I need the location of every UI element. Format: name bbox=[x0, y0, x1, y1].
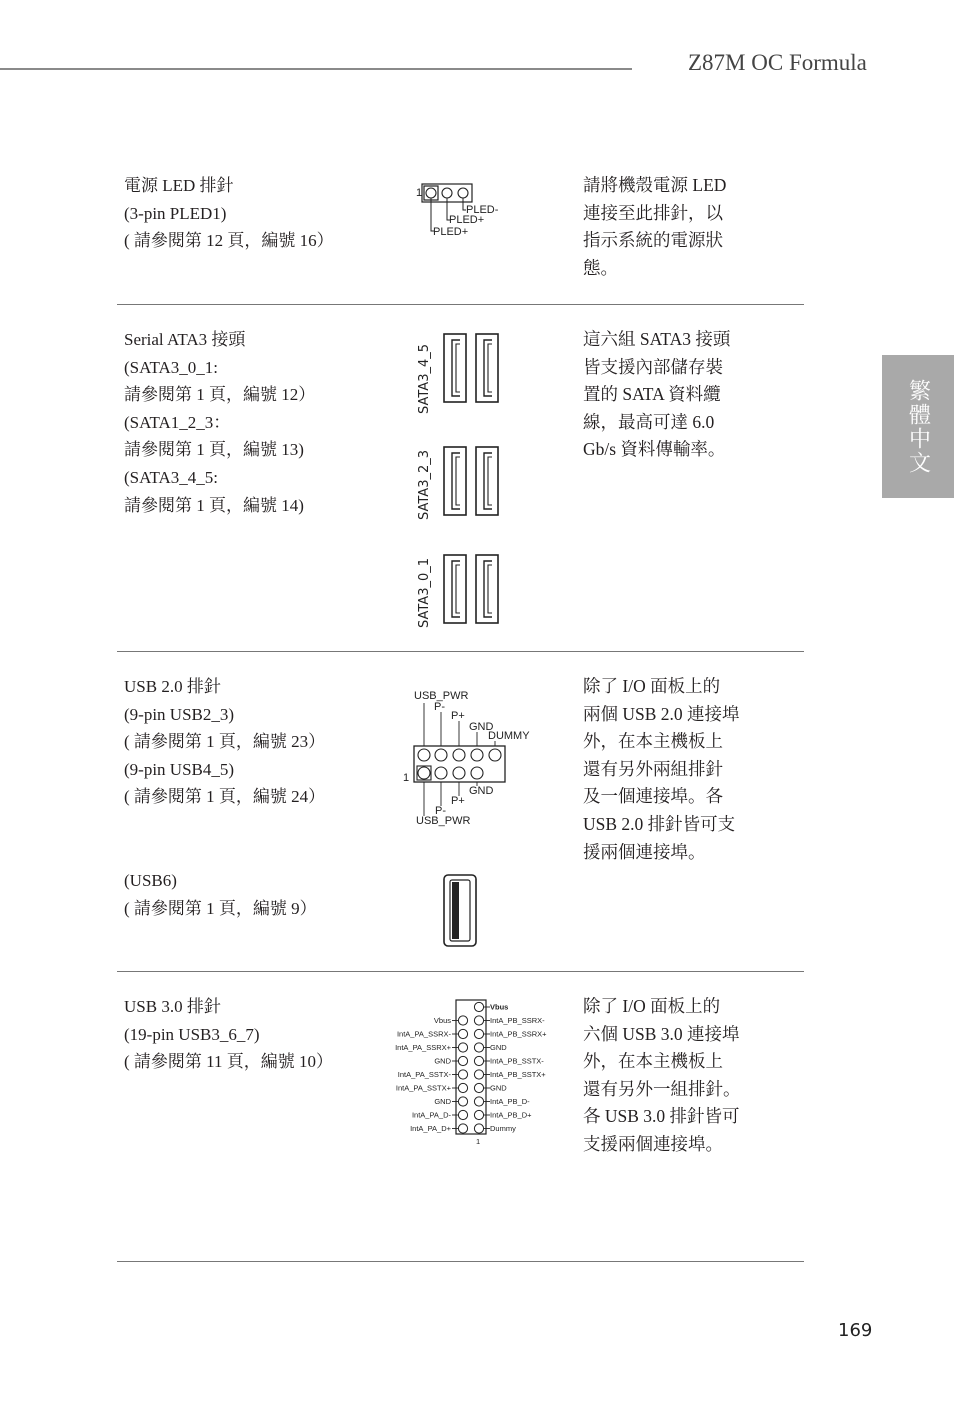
text-line: 各 USB 3.0 排針皆可 bbox=[583, 1106, 740, 1127]
pin-label: Vbus bbox=[490, 1002, 509, 1012]
section-divider bbox=[117, 1261, 804, 1262]
text-line: 線，最高可達 6.0 bbox=[583, 411, 715, 432]
pin bbox=[474, 1124, 483, 1133]
text-line: 還有另外一組排針。 bbox=[583, 1078, 741, 1099]
pin-label: GND bbox=[490, 1083, 507, 1093]
text-line: (3-pin PLED1) bbox=[124, 203, 227, 223]
usb3-header-body bbox=[456, 1000, 486, 1134]
pin-label: GND bbox=[490, 1043, 507, 1053]
pin bbox=[458, 1016, 467, 1025]
pin-label: GND bbox=[434, 1097, 451, 1107]
pin-label: DUMMY bbox=[488, 730, 530, 742]
sata-label: SATA3_0_1 bbox=[417, 557, 432, 628]
pin-label: IntA_PB_D- bbox=[490, 1097, 530, 1107]
text-line: Serial ATA3 接頭 bbox=[124, 330, 246, 349]
pin bbox=[458, 1056, 467, 1065]
text-line: ( 請參閱第 1 頁，編號 24） bbox=[124, 787, 326, 807]
sata-port bbox=[444, 555, 466, 623]
pin-label: P+ bbox=[451, 795, 465, 807]
section-divider bbox=[117, 971, 804, 972]
text-line: (9-pin USB2_3) bbox=[124, 704, 235, 724]
pin-label: IntA_PB_SSRX+ bbox=[490, 1029, 547, 1039]
sata-connectors-diagram bbox=[410, 330, 510, 630]
text-line: (USB6) bbox=[124, 871, 177, 890]
text-line: 除了 I/O 面板上的 bbox=[583, 996, 721, 1016]
sata-port bbox=[444, 334, 466, 402]
sata-port bbox=[476, 447, 498, 515]
pin bbox=[474, 1070, 483, 1079]
text-line: 及一個連接埠。各 bbox=[583, 786, 723, 807]
text-line: 外，在本主機板上 bbox=[583, 731, 723, 752]
text-line: 外，在本主機板上 bbox=[583, 1051, 723, 1072]
pin bbox=[474, 1083, 483, 1092]
sata-port bbox=[476, 555, 498, 623]
text-line: 這六組 SATA3 接頭 bbox=[583, 329, 731, 349]
usb3-description bbox=[124, 993, 333, 1076]
pin-label: PLED+ bbox=[433, 226, 469, 238]
text-line: USB 3.0 排針 bbox=[124, 997, 221, 1016]
pin-label: PLED+ bbox=[449, 214, 485, 226]
text-line: (19-pin USB3_6_7) bbox=[124, 1024, 260, 1044]
pin-label: P- bbox=[435, 805, 446, 817]
pin-label: PLED- bbox=[466, 204, 499, 216]
text-line: 請將機殼電源 LED bbox=[583, 175, 727, 195]
usb2-explanation bbox=[583, 673, 758, 866]
text-line: ( 請參閱第 1 頁，編號 9） bbox=[124, 898, 317, 918]
section-divider bbox=[117, 651, 804, 652]
pin bbox=[458, 1110, 467, 1119]
pin bbox=[474, 1097, 483, 1106]
usb2-header-diagram bbox=[400, 688, 540, 828]
pin-label: USB_PWR bbox=[414, 690, 469, 702]
sata-label: SATA3_2_3 bbox=[417, 449, 432, 520]
pin-label: IntA_PA_D- bbox=[411, 1110, 451, 1120]
pin bbox=[458, 1124, 467, 1133]
text-line: (9-pin USB4_5) bbox=[124, 759, 235, 779]
pin-label: IntA_PA_SSRX+ bbox=[395, 1043, 451, 1053]
text-line: 請參閱第 1 頁，編號 12） bbox=[124, 385, 316, 405]
sata-label: SATA3_4_5 bbox=[417, 343, 432, 414]
text-line: 連接至此排針，以 bbox=[583, 202, 723, 223]
pin-label: P- bbox=[434, 701, 445, 713]
sata-port bbox=[476, 334, 498, 402]
language-tab-label: 繁體中文 bbox=[905, 378, 931, 475]
text-line: ( 請參閱第 1 頁，編號 23） bbox=[124, 732, 326, 752]
text-line: 六個 USB 3.0 連接埠 bbox=[583, 1023, 740, 1044]
page-number: 169 bbox=[838, 1320, 873, 1341]
usb3-explanation bbox=[583, 993, 758, 1159]
pin bbox=[474, 1056, 483, 1065]
pin-one-marker: 1 bbox=[403, 772, 410, 784]
pin-label: IntA_PB_SSTX- bbox=[490, 1056, 544, 1066]
usb3-header-diagram bbox=[380, 996, 570, 1148]
sata-description bbox=[124, 326, 315, 519]
pin-one-marker: 1 bbox=[416, 187, 423, 199]
text-line: USB 2.0 排針皆可支 bbox=[583, 813, 736, 834]
text-line: USB 2.0 排針 bbox=[124, 677, 221, 696]
text-line: 請參閱第 1 頁，編號 14) bbox=[124, 495, 304, 515]
pin bbox=[458, 1070, 467, 1079]
pin bbox=[458, 1097, 467, 1106]
pin-label: GND bbox=[469, 721, 494, 733]
pin bbox=[474, 1002, 483, 1011]
pin-label: IntA_PB_D+ bbox=[490, 1110, 532, 1120]
pin-label: IntA_PA_SSTX+ bbox=[395, 1083, 451, 1093]
pled-header-diagram bbox=[410, 180, 510, 242]
pin bbox=[458, 1043, 467, 1052]
pin bbox=[458, 1029, 467, 1038]
header-rule bbox=[0, 68, 632, 70]
pin-label: IntA_PA_D+ bbox=[410, 1124, 451, 1134]
pled-description bbox=[124, 172, 334, 255]
pin bbox=[474, 1029, 483, 1038]
pin-label: IntA_PB_SSTX+ bbox=[490, 1070, 546, 1080]
text-line: (SATA1_2_3： bbox=[124, 412, 231, 432]
pin-label: IntA_PB_SSRX- bbox=[490, 1016, 545, 1026]
pin-label: IntA_PA_SSTX- bbox=[397, 1070, 451, 1080]
pin-label: USB_PWR bbox=[416, 815, 471, 827]
pin-label: P+ bbox=[451, 710, 465, 722]
pin-label: Dummy bbox=[490, 1124, 516, 1134]
usb6-description bbox=[124, 867, 317, 922]
pin bbox=[474, 1043, 483, 1052]
text-line: 置的 SATA 資料纜 bbox=[583, 384, 721, 405]
section-divider bbox=[117, 304, 804, 305]
text-line: Gb/s 資料傳輸率。 bbox=[583, 439, 726, 460]
text-line: 支援兩個連接埠。 bbox=[583, 1133, 723, 1154]
pin bbox=[474, 1016, 483, 1025]
pin-label: GND bbox=[469, 785, 494, 797]
text-line: 電源 LED 排針 bbox=[124, 176, 234, 195]
text-line: 皆支援內部儲存裝 bbox=[583, 356, 723, 377]
language-tab bbox=[882, 355, 954, 498]
text-line: 兩個 USB 2.0 連接埠 bbox=[583, 703, 740, 724]
model-title: Z87M OC Formula bbox=[688, 50, 867, 75]
text-line: 指示系統的電源狀 bbox=[583, 230, 723, 251]
text-line: 請參閱第 1 頁，編號 13) bbox=[124, 440, 304, 460]
pin-one-marker: 1 bbox=[476, 1137, 481, 1146]
pin-label: IntA_PA_SSRX- bbox=[396, 1029, 451, 1039]
pled-explanation bbox=[583, 172, 758, 282]
text-line: ( 請參閱第 11 頁，編號 10） bbox=[124, 1052, 334, 1072]
text-line: (SATA3_0_1: bbox=[124, 357, 219, 377]
text-line: 除了 I/O 面板上的 bbox=[583, 676, 721, 696]
text-line: ( 請參閱第 12 頁，編號 16） bbox=[124, 231, 334, 251]
usb2-description bbox=[124, 673, 325, 811]
text-line: 援兩個連接埠。 bbox=[583, 841, 706, 862]
sata-port bbox=[444, 447, 466, 515]
pin bbox=[474, 1110, 483, 1119]
pin-label: Vbus bbox=[433, 1016, 451, 1026]
sata-explanation bbox=[583, 326, 758, 464]
text-line: 態。 bbox=[583, 257, 618, 278]
pin-label: GND bbox=[434, 1056, 451, 1066]
text-line: (SATA3_4_5: bbox=[124, 467, 219, 487]
text-line: 還有另外兩組排針 bbox=[583, 758, 723, 779]
usb6-port-diagram bbox=[443, 874, 479, 948]
pin bbox=[458, 1083, 467, 1092]
